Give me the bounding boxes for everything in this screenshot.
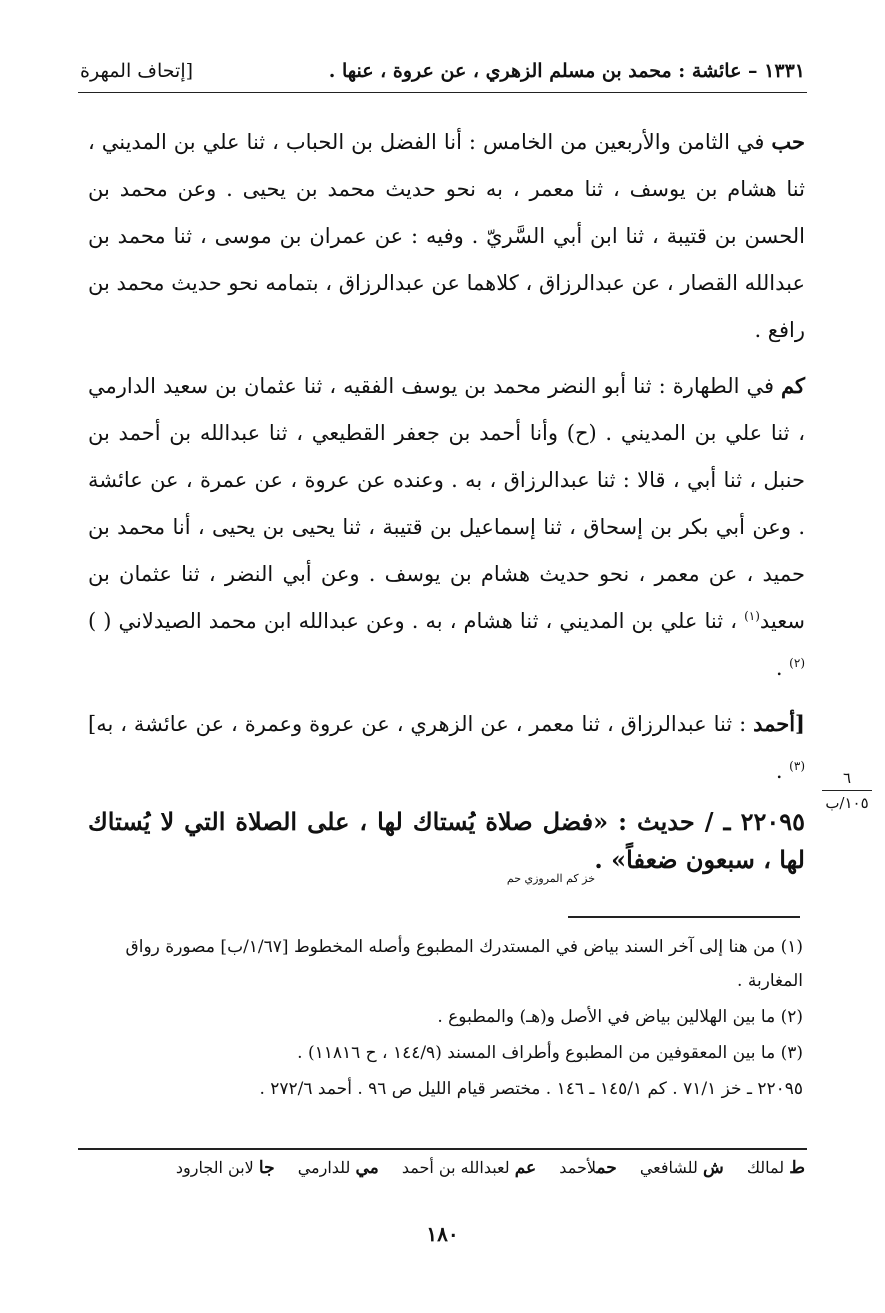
footnote-ref-3[interactable]: (٣) (789, 759, 805, 773)
footnote-sources: ٢٢٠٩٥ ـ خز ٧١/١ . كم ١٤٥/١ ـ ١٤٦ . مختصر قيام الليل ص ٩٦ . أحمد ٢٧٢/٦ . (259, 1079, 803, 1099)
abbreviation-code: جا (258, 1158, 275, 1178)
abbreviation-label: لعبدالله بن أحمد (401, 1158, 510, 1177)
page-number: ١٨٠ (426, 1222, 459, 1246)
abbreviation-item (640, 1158, 724, 1177)
paragraph-text: ، ثنا علي بن المديني ، ثنا هشام ، به . وعن عبدالله ابن محمد الصيدلاني ( ) (88, 609, 745, 633)
footnotes (88, 930, 803, 1108)
margin-note-number: ٦ (842, 769, 852, 787)
hadith-entry (88, 803, 805, 885)
paragraph-text: . (775, 759, 790, 783)
abbreviation-code: ش (702, 1158, 724, 1178)
abbreviation-item (559, 1158, 616, 1177)
footnote-ref-2[interactable]: (٢) (789, 656, 805, 670)
paragraph-text: في الثامن والأربعين من الخامس : أنا الفضل بن الحباب ، ثنا علي بن المديني ، ثنا هشام بن يوسف ، ثنا معمر ، به نحو حديث محمد بن يحيى . وعن محمد بن الحسن بن قتيبة ، ثنا ابن أبي السَّريّ . وفيه : عن عمران بن موسى ، ثنا محمد بن عبدالله القصار ، عن عبدالرزاق ، كلاهما عن عبدالرزاق ، بتمامه نحو حديث محمد بن رافع . (88, 130, 805, 342)
paragraph-text: : ثنا عبدالرزاق ، ثنا معمر ، عن الزهري ، عن عروة وعمرة ، عن عائشة ، به] (88, 712, 754, 736)
abbreviation-code: مي (355, 1158, 379, 1178)
abbreviation-code: حم (596, 1158, 617, 1178)
abbreviation-label: لابن الجارود (175, 1158, 254, 1177)
footnote-separator (568, 916, 800, 918)
header-title: ١٣٣١ – عائشة : محمد بن مسلم الزهري ، عن عروة ، عنها . (328, 60, 805, 82)
abbreviation-code: ط (789, 1158, 805, 1178)
hadith-number: ٢٢٠٩٥ (740, 807, 806, 836)
footnote-ref-1[interactable]: (١) (744, 609, 760, 623)
paragraph-text: في الطهارة : ثنا أبو النضر محمد بن يوسف الفقيه ، ثنا عثمان بن سعيد الدارمي ، ثنا علي بن المديني . (ح) وأنا أحمد بن جعفر القطيعي ، ثنا عبدالله بن أحمد بن حنبل ، ثنا أبي ، قالا : ثنا عبدالرزاق ، به . وعنده عن عروة ، عن عمرة ، عن عائشة . وعن أبي بكر بن إسحاق ، ثنا إسماعيل بن قتيبة ، ثنا يحيى بن يحيى ، أنا محمد بن حميد ، عن معمر ، نحو حديث هشام بن يوسف . وعن أبي النضر ، ثنا عثمان بن سعيد (88, 374, 805, 633)
paragraph-hakim (88, 362, 805, 692)
abbreviation-label: لأحمد (559, 1158, 597, 1177)
abbreviation-item (298, 1158, 379, 1177)
source-siglum: [أحمد (753, 711, 805, 736)
abbreviation-label: للدارمي (297, 1158, 351, 1177)
header-book-name: [إتحاف المهرة (80, 60, 194, 82)
source-siglum: حب (771, 129, 805, 154)
paragraph-text: . (775, 656, 790, 680)
margin-note-divider (822, 790, 872, 791)
abbreviation-label: للشافعي (639, 1158, 698, 1177)
margin-note-ref: ١٠٥/ب (825, 794, 869, 812)
margin-note (818, 768, 876, 813)
paragraph-hibban (88, 118, 805, 354)
abbreviations-rule (78, 1148, 807, 1150)
abbreviations-key (84, 1158, 805, 1186)
main-text (88, 118, 805, 885)
footnote-3: (٣) ما بين المعقوفين من المطبوع وأطراف المسند (١٤٤/٩ ، ح ١١٨١٦) . (297, 1043, 803, 1063)
abbreviation-item (176, 1158, 275, 1177)
source-siglum: كم (781, 373, 805, 398)
abbreviation-item (402, 1158, 536, 1177)
abbreviation-label: لمالك (746, 1158, 785, 1177)
hadith-sources-inline: خز كم المروزي حم (506, 872, 595, 885)
footnote-2: (٢) ما بين الهلالين بياض في الأصل و(هـ) والمطبوع . (437, 1007, 803, 1027)
running-header (78, 58, 807, 93)
abbreviation-item (747, 1158, 805, 1177)
paragraph-ahmad (88, 700, 805, 795)
abbreviation-code: عم (514, 1158, 537, 1178)
hadith-text: ـ / حديث : «فضل صلاة يُستاك لها ، على الصلاة التي لا يُستاك لها ، سبعون ضعفاً» . (88, 807, 805, 874)
footnote-1: (١) من هنا إلى آخر السند بياض في المستدرك المطبوع وأصله المخطوط [١/٦٧/ب] مصورة رواق المغاربة . (125, 937, 803, 991)
